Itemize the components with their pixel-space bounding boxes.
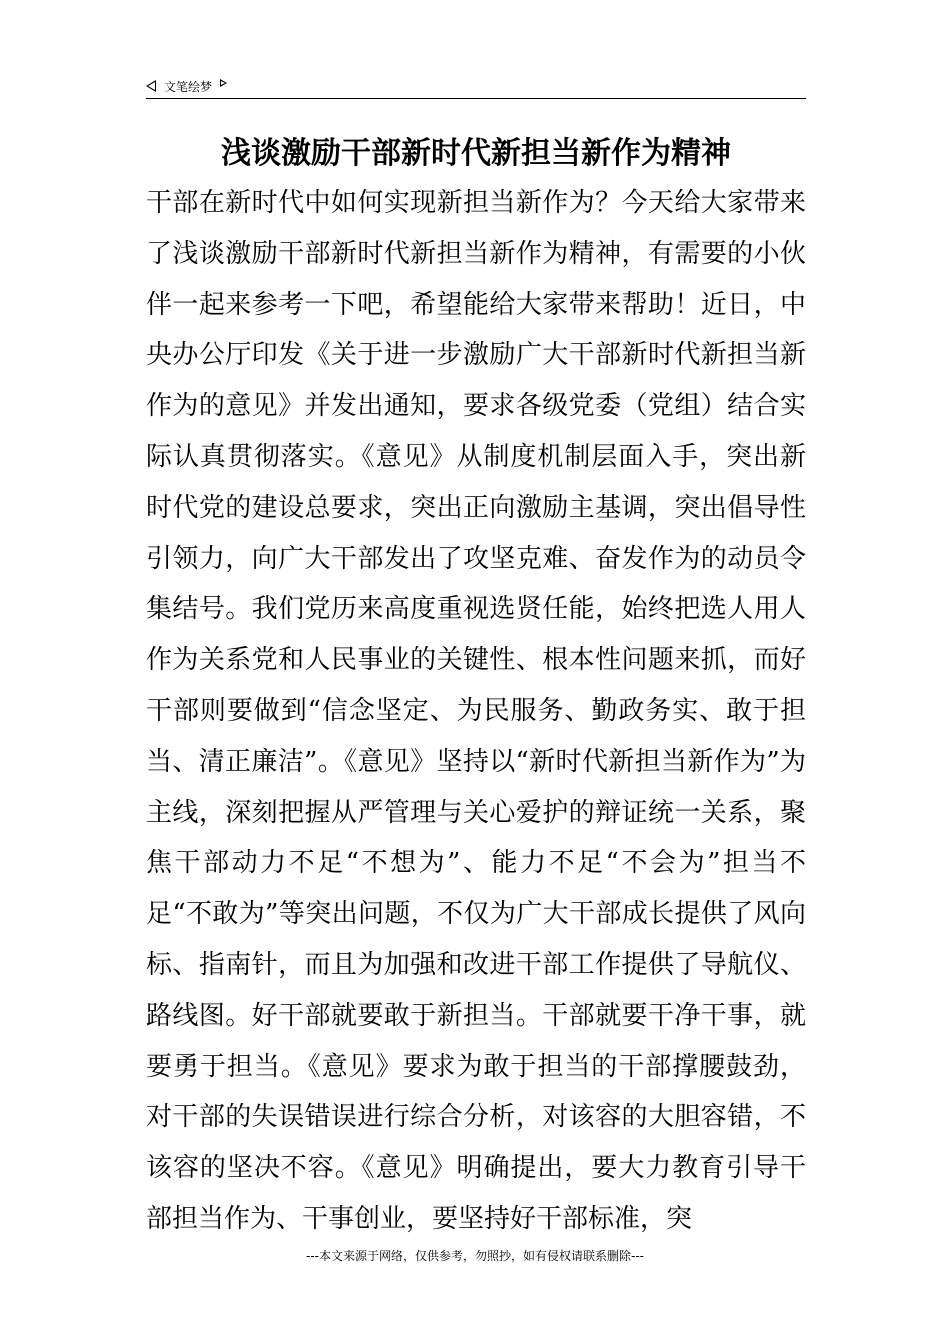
triangle-right-icon <box>220 79 227 87</box>
header-label: 文笔绘梦 <box>164 79 213 94</box>
document-title: 浅谈激励干部新时代新担当新作为精神 <box>221 136 731 171</box>
document-body: 干部在新时代中如何实现新担当新作为？今天给大家带来了浅谈激励干部新时代新担当新作为精神，有需要的小伙伴一起来参考一下吧，希望能给大家带来帮助！近日，中央办公厅印发《关于进一步激励广大干部新时代新担当新作为的意见》并发出通知，要求各级党委（党组）结合实际认真贯彻落实。《意见》从制度机制层面入手，突出新时代党的建设总要求，突出正向激励主基调，突出倡导性引领力，向广大干部发出了攻坚克难、奋发作为的动员令集结号。我们党历来高度重视选贤任能，始终把选人用人作为关系党和人民事业的关键性、根本性问题来抓，而好干部则要做到“信念坚定、为民服务、勤政务实、敢于担当、清正廉洁”。《意见》坚持以“新时代新担当新作为”为主线，深刻把握从严管理与关心爱护的辩证统一关系，聚焦干部动力不足“不想为”、能力不足“不会为”担当不足“不敢为”等突出问题，不仅为广大干部成长提供了风向标、指南针，而且为加强和改进干部工作提供了导航仪、路线图。好干部就要敢于新担当。干部就要干净干事，就要勇于担当。《意见》要求为敢于担当的干部撑腰鼓劲，对干部的失误错误进行综合分析，对该容的大胆容错，不该容的坚决不容。《意见》明确提出，要大力教育引导干部担当作为、干事创业，要坚持好干部标准，突 <box>146 188 806 1234</box>
footer-notice: ---本文来源于网络，仅供参考，勿照抄，如有侵权请联系删除--- <box>306 1249 644 1263</box>
triangle-left-icon <box>146 80 156 92</box>
page-header <box>146 74 806 99</box>
